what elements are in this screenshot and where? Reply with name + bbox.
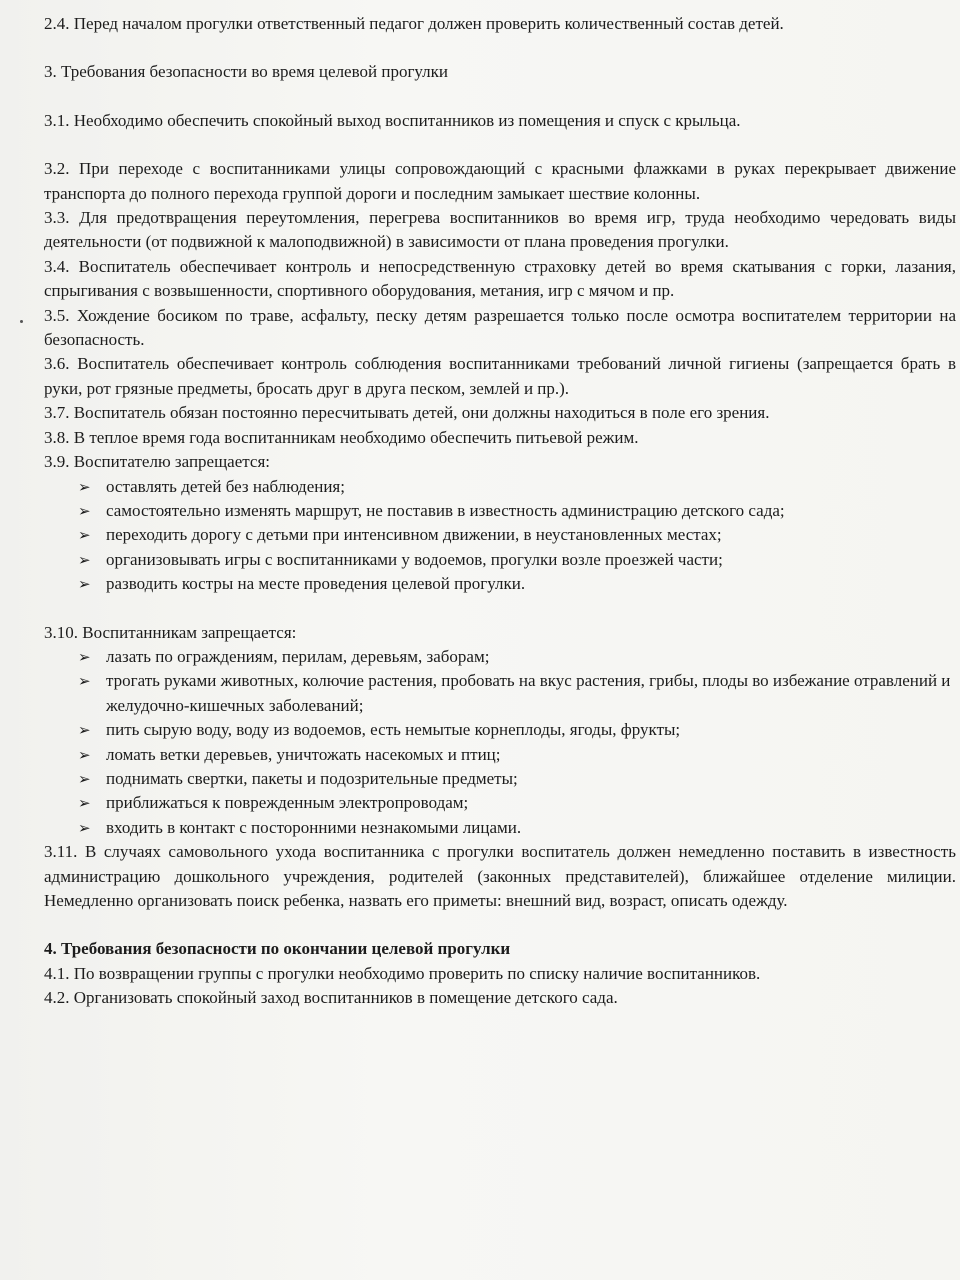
arrow-bullet-icon: ➢ xyxy=(78,818,91,837)
arrow-bullet-icon: ➢ xyxy=(78,526,91,545)
paragraph-4-2: 4.2. Организовать спокойный заход воспитанников в помещение детского сада. xyxy=(44,988,618,1008)
arrow-bullet-icon: ➢ xyxy=(78,769,91,788)
list-item: ➢ поднимать свертки, пакеты и подозрительные предметы; xyxy=(78,767,956,791)
arrow-bullet-icon: ➢ xyxy=(78,501,91,520)
section-4-heading: 4. Требования безопасности по окончании целевой прогулки xyxy=(44,939,511,959)
paragraph-3-7: 3.7. Воспитатель обязан постоянно пересчитывать детей, они должны находиться в поле его зрения. xyxy=(44,403,770,423)
paragraph-3-2: 3.2. При переходе с воспитанниками улицы сопровождающий с красными флажками в руках перекрывает движение транспорта до полного перехода группой дороги и последним замыкает шествие колонны. xyxy=(44,159,956,203)
paragraph-3-11: 3.11. В случаях самовольного ухода воспитанника с прогулки воспитатель должен немедленно поставить в известность администрацию дошкольного учреждения, родителей (законных представителей), ближайшее отделение милиции. Немедленно организовать поиск ребенка, назвать его приметы: внешний вид, возраст, описать одежду. xyxy=(44,842,956,910)
paragraph-3-10: 3.10. Воспитанникам запрещается: xyxy=(44,622,297,642)
paragraph-3-6: 3.6. Воспитатель обеспечивает контроль соблюдения воспитанниками требований личной гигиены (запрещается брать в руки, рот грязные предметы, бросать друг в друга песком, землей и пр.). xyxy=(44,354,956,398)
paragraph-3-1: 3.1. Необходимо обеспечить спокойный выход воспитанников из помещения и спуск с крыльца. xyxy=(44,110,741,130)
list-item: ➢ входить в контакт с посторонними незнакомыми лицами. xyxy=(78,816,956,840)
paragraph-4-1: 4.1. По возвращении группы с прогулки необходимо проверить по списку наличие воспитанников. xyxy=(44,963,761,983)
list-item: ➢ ломать ветки деревьев, уничтожать насекомых и птиц; xyxy=(78,743,956,767)
list-item: ➢ организовывать игры с воспитанниками у водоемов, прогулки возле проезжей части; xyxy=(78,548,956,572)
section-3-heading: 3. Требования безопасности во время целевой прогулки xyxy=(44,62,449,82)
arrow-bullet-icon: ➢ xyxy=(78,721,91,740)
list-item: ➢ приближаться к поврежденным электропроводам; xyxy=(78,791,956,815)
list-item: ➢ оставлять детей без наблюдения; xyxy=(78,475,956,499)
list-3-9 xyxy=(44,475,956,597)
list-item: ➢ самостоятельно изменять маршрут, не поставив в известность администрацию детского сада; xyxy=(78,499,956,523)
list-3-10 xyxy=(44,645,956,840)
arrow-bullet-icon: ➢ xyxy=(78,575,91,594)
arrow-bullet-icon: ➢ xyxy=(78,672,91,691)
paragraph-3-5: 3.5. Хождение босиком по траве, асфальту, песку детям разрешается только после осмотра воспитателем территории на безопасность. xyxy=(44,305,956,350)
list-item: ➢ лазать по ограждениям, перилам, деревьям, заборам; xyxy=(78,645,956,669)
arrow-bullet-icon: ➢ xyxy=(78,745,91,764)
arrow-bullet-icon: ➢ xyxy=(78,647,91,666)
arrow-bullet-icon: ➢ xyxy=(78,550,91,569)
arrow-bullet-icon: ➢ xyxy=(78,477,91,496)
paragraph-3-9: 3.9. Воспитателю запрещается: xyxy=(44,452,270,472)
list-item: ➢ пить сырую воду, воду из водоемов, есть немытые корнеплоды, ягоды, фрукты; xyxy=(78,718,956,742)
list-item: ➢ переходить дорогу с детьми при интенсивном движении, в неустановленных местах; xyxy=(78,523,956,547)
scan-speck xyxy=(20,320,23,323)
paragraph-3-8: 3.8. В теплое время года воспитанникам необходимо обеспечить питьевой режим. xyxy=(44,427,639,447)
paragraph-3-4: 3.4. Воспитатель обеспечивает контроль и непосредственную страховку детей во время скатывания с горки, лазания, спрыгивания с возвышенности, спортивного оборудования, метания, игр с мячом и пр. xyxy=(44,256,956,301)
list-item: ➢ трогать руками животных, колючие растения, пробовать на вкус растения, грибы, плоды во избежание отравлений и желудочно-кишечных заболеваний; xyxy=(78,671,951,715)
paragraph-3-3: 3.3. Для предотвращения переутомления, перегрева воспитанников во время игр, труда необходимо чередовать виды деятельности (от подвижной к малоподвижной) в зависимости от плана проведения прогулки. xyxy=(44,208,956,252)
list-item: ➢ разводить костры на месте проведения целевой прогулки. xyxy=(78,572,956,596)
document-body xyxy=(44,12,956,1011)
arrow-bullet-icon: ➢ xyxy=(78,794,91,813)
paragraph-2-4: 2.4. Перед началом прогулки ответственный педагог должен проверить количественный состав детей. xyxy=(44,14,784,33)
